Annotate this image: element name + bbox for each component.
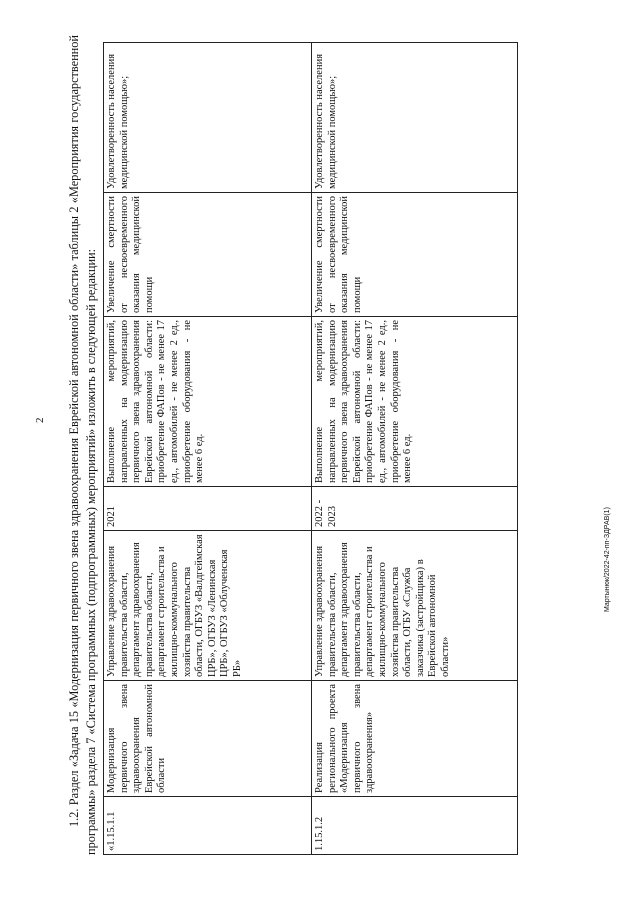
measure-name-cell: Реализация регионального проекта «Модернизация первичного звена здравоохранения» xyxy=(312,681,518,797)
measure-consequence-cell: Увеличение смертности от несвоевременного оказания медицинской помощи xyxy=(312,193,518,317)
measure-name-cell: Модернизация первичного звена здравоохранения Еврейской автономной области xyxy=(104,681,312,797)
section-heading: 1.2. Раздел «Задача 15 «Модернизация первичного звена здравоохранения Еврейской автономной области» таблицы 2 «Мероприятия государственной программы» раздела 7 «Система программных (подпрограммных) мероприятий» изложить в следующей редакции: xyxy=(67,35,98,855)
page-number: 2 xyxy=(34,417,46,423)
measure-indicator-cell: Удовлетворенность населения медицинской помощью»; xyxy=(312,43,518,193)
rotated-document-content xyxy=(66,35,518,855)
measure-consequence-cell: Увеличение смертности от несвоевременного оказания медицинской помощи xyxy=(104,193,312,317)
measure-indicator-cell: Удовлетворенность населения медицинской помощью»; xyxy=(104,43,312,193)
measure-executor-cell: Управление здравоохранения правительства области, департамент здравоохранения правительства области, департамент строительства и жилищно-коммунального хозяйства правительства области, ОГБУЗ «Валдгеймская ЦРБ», ОГБУЗ «Ленинская ЦРБ», ОГБУЗ «Облученская РБ» xyxy=(104,531,312,681)
document-footer: Мартынюк/2022-42-пп-ЗДРАВ(1) xyxy=(604,507,611,612)
measure-period-cell: 2021 xyxy=(104,487,312,531)
measure-result-cell: Выполнение мероприятий, направленных на модернизацию первичного звена здравоохранения Еврейской автономной области: приобретение ФАПов - не менее 17 ед., автомобилей - не менее 2 ед., приобретение оборудования - не менее 6 ед. xyxy=(104,317,312,487)
table-row xyxy=(104,43,312,855)
measure-result-cell: Выполнение мероприятий, направленных на модернизацию первичного звена здравоохранения Еврейской автономной области: приобретение ФАПов - не менее 17 ед., автомобилей - не менее 2 ед., приобретение оборудования - не менее 6 ед. xyxy=(312,317,518,487)
measures-table xyxy=(103,42,518,855)
table-row xyxy=(312,43,518,855)
measure-period-cell: 2022 - 2023 xyxy=(312,487,518,531)
measure-executor-cell: Управление здравоохранения правительства области, департамент здравоохранения правительства области, департамент строительства и жилищно-коммунального хозяйства правительства области, ОГБУ «Служба заказчика (застройщика) в Еврейской автономной области» xyxy=(312,531,518,681)
measure-number-cell: 1.15.1.2 xyxy=(312,797,518,855)
measure-number-cell: «1.15.1.1 xyxy=(104,797,312,855)
